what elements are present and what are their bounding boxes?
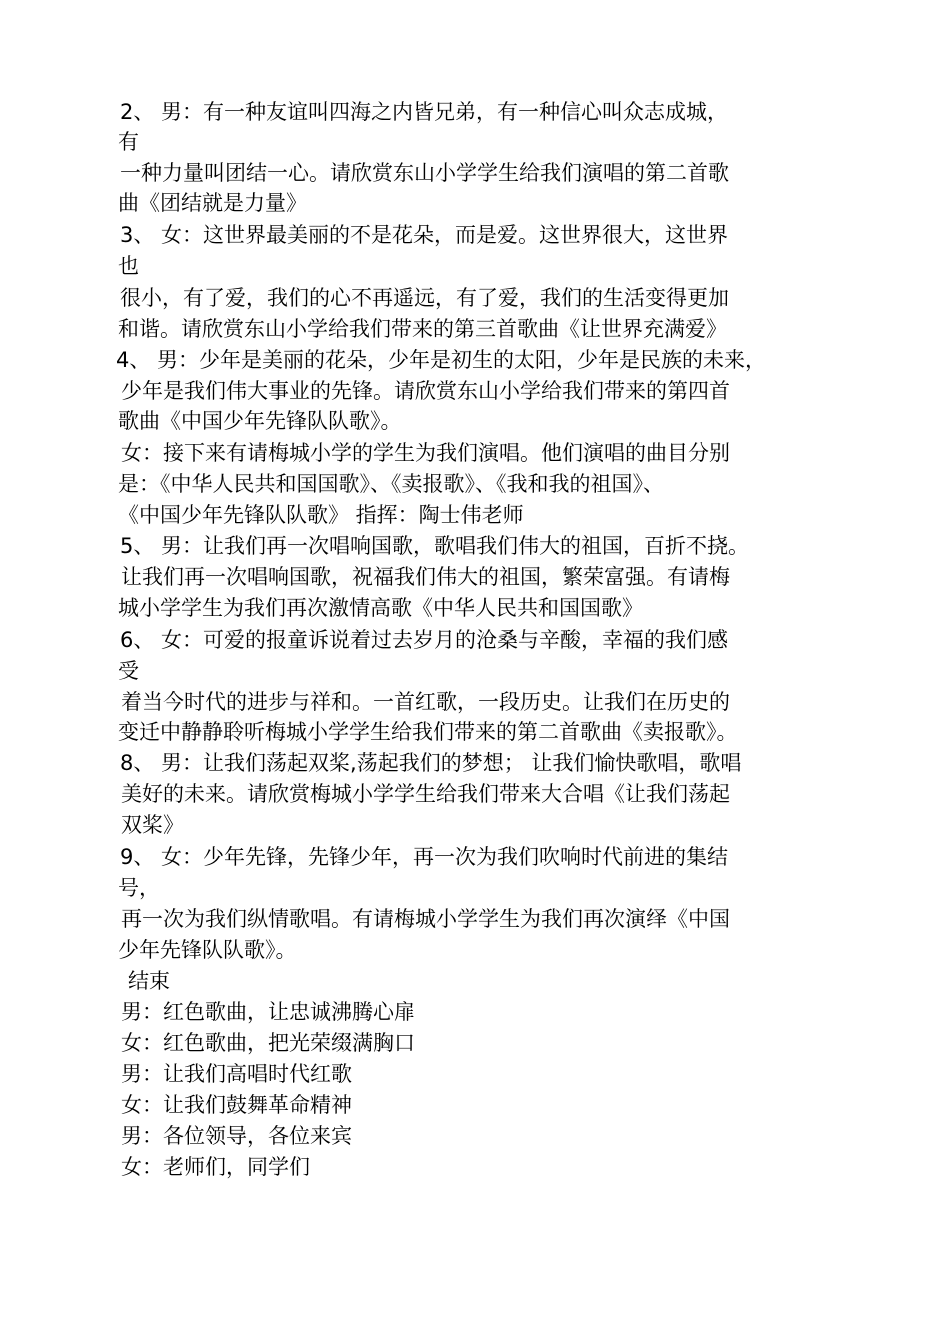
text-line: 女：红色歌曲，把光荣缀满胸口 <box>121 1031 415 1055</box>
text-line: 曲《团结就是力量》 <box>118 191 307 215</box>
text-line: 9、 女：少年先锋，先锋少年，再一次为我们吹响时代前进的集结 <box>120 845 729 869</box>
text-line: 少年是我们伟大事业的先锋。请欣赏东山小学给我们带来的第四首 <box>121 379 730 403</box>
text-line: 女：接下来有请梅城小学的学生为我们演唱。他们演唱的曲目分别 <box>121 441 730 465</box>
text-line: 歌曲《中国少年先锋队队歌》。 <box>118 409 402 433</box>
text-line: 男：红色歌曲，让忠诚沸腾心扉 <box>121 1000 415 1024</box>
text-line: 受 <box>118 659 139 683</box>
text-line: 很小，有了爱，我们的心不再遥远，有了爱，我们的生活变得更加 <box>120 286 729 310</box>
text-line: 6、 女：可爱的报童诉说着过去岁月的沧桑与辛酸，幸福的我们感 <box>120 628 729 652</box>
text-line: 双桨》 <box>121 813 184 837</box>
text-line: 号， <box>118 876 160 900</box>
text-line: 女：让我们鼓舞革命精神 <box>121 1093 352 1117</box>
text-line: 男：各位领导，各位来宾 <box>121 1124 352 1148</box>
text-line: 变迁中静静聆听梅城小学学生给我们带来的第二首歌曲《卖报歌》。 <box>118 720 738 744</box>
text-line: 让我们再一次唱响国歌，祝福我们伟大的祖国，繁荣富强。有请梅 <box>121 565 730 589</box>
text-line: 也 <box>118 254 139 278</box>
text-line: 美好的未来。请欣赏梅城小学学生给我们带来大合唱《让我们荡起 <box>121 782 730 806</box>
text-line: 少年先锋队队歌》。 <box>118 938 297 962</box>
section-heading: 结束 <box>128 969 170 993</box>
text-line: 一种力量叫团结一心。请欣赏东山小学学生给我们演唱的第二首歌 <box>120 161 729 185</box>
text-line: 着当今时代的进步与祥和。一首红歌，一段历史。让我们在历史的 <box>121 690 730 714</box>
text-line: 女：老师们，同学们 <box>121 1155 310 1179</box>
text-line: 4、 男：少年是美丽的花朵，少年是初生的太阳，少年是民族的未来， <box>116 348 767 372</box>
text-line: 有 <box>118 130 139 154</box>
text-line: 再一次为我们纵情歌唱。有请梅城小学学生为我们再次演绎《中国 <box>121 907 730 931</box>
text-line: 8、 男：让我们荡起双桨,荡起我们的梦想； 让我们愉快歌唱，歌唱 <box>120 751 742 775</box>
text-line: 《中国少年先锋队队歌》 指挥：陶士伟老师 <box>118 503 524 527</box>
text-line: 城小学学生为我们再次激情高歌《中华人民共和国国歌》 <box>118 596 643 620</box>
text-line: 和谐。请欣赏东山小学给我们带来的第三首歌曲《让世界充满爱》 <box>118 317 727 341</box>
text-line: 男：让我们高唱时代红歌 <box>121 1062 352 1086</box>
text-line: 5、 男：让我们再一次唱响国歌，歌唱我们伟大的祖国，百折不挠。 <box>120 534 750 558</box>
text-line: 是：《中华人民共和国国歌》、《卖报歌》、《我和我的祖国》、 <box>118 472 664 496</box>
text-line: 3、 女：这世界最美丽的不是花朵，而是爱。这世界很大，这世界 <box>120 223 729 247</box>
text-line: 2、 男：有一种友谊叫四海之内皆兄弟，有一种信心叫众志成城， <box>120 100 729 124</box>
